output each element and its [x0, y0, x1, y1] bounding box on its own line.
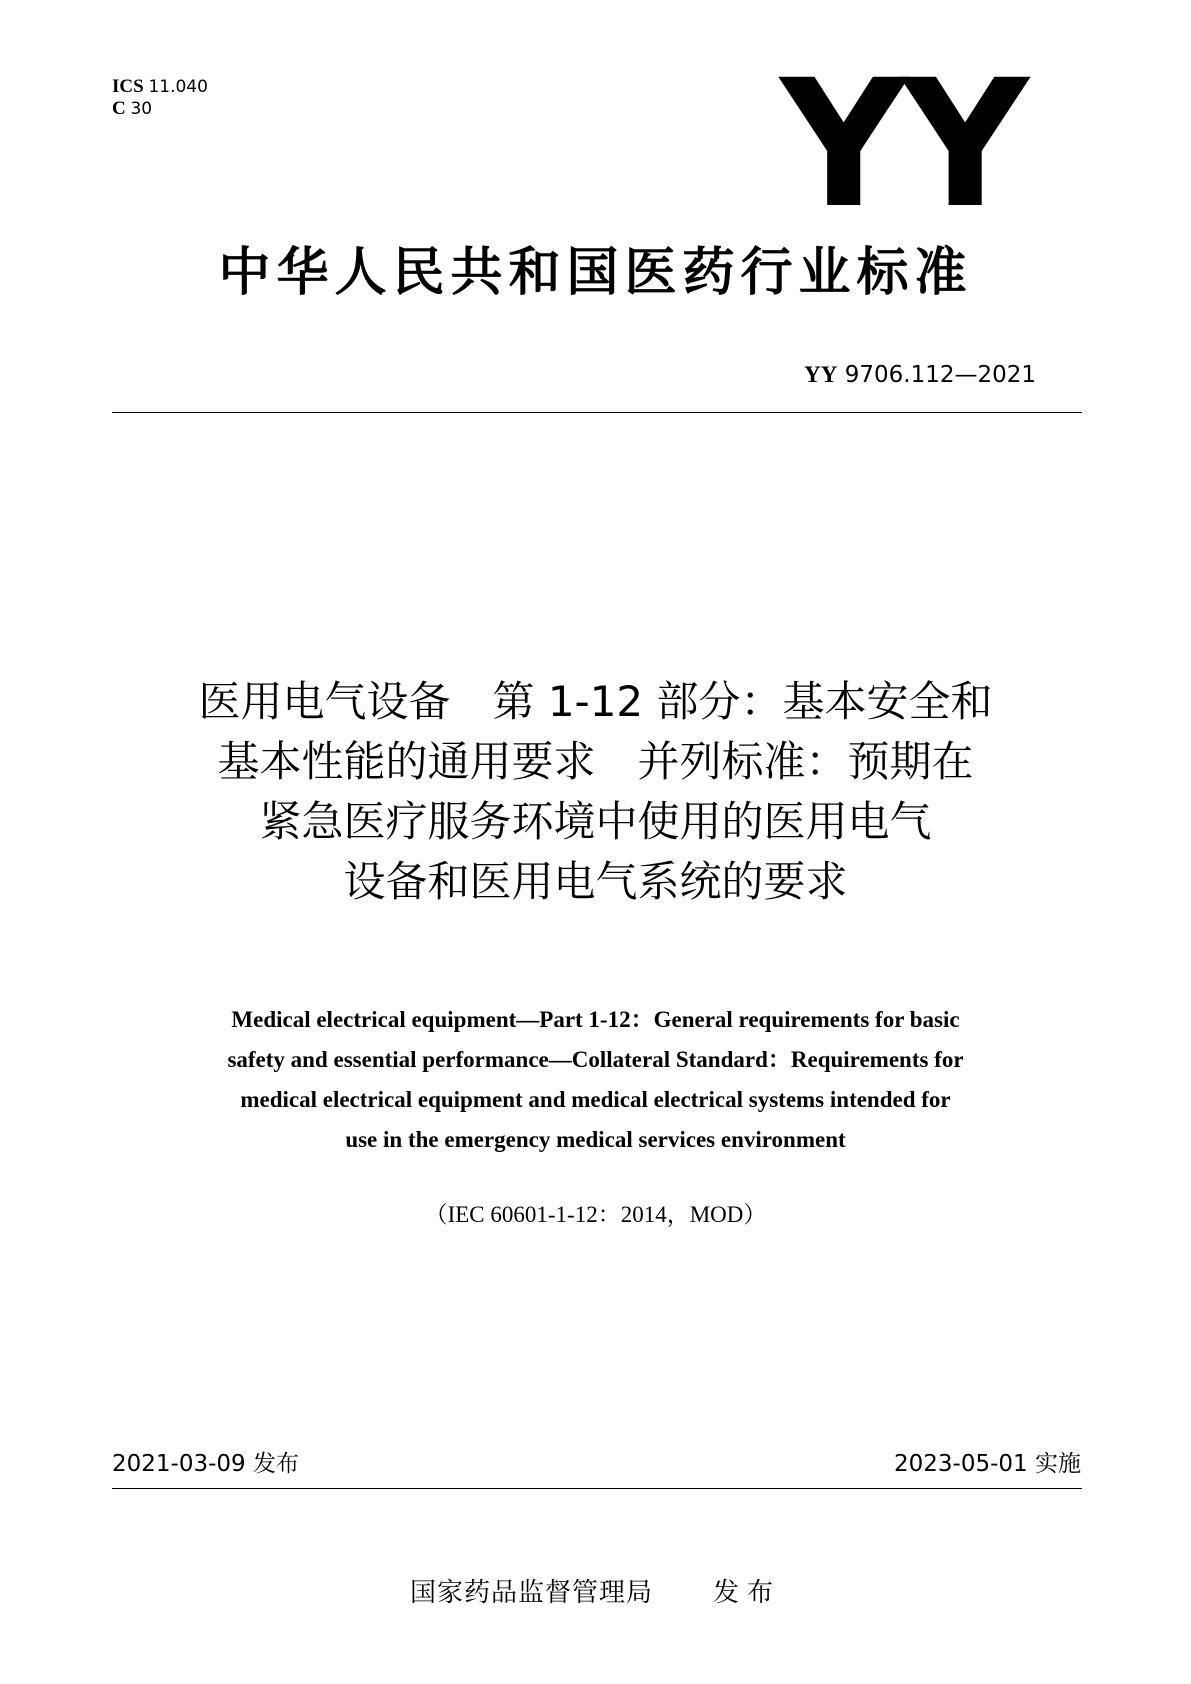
- publish-date: 2021-03-09 发布: [112, 1451, 299, 1477]
- implement-date: 2023-05-01 实施: [894, 1451, 1081, 1477]
- bottom-divider: [112, 1488, 1082, 1489]
- chinese-title-line: 设备和医用电气系统的要求: [343, 857, 848, 906]
- english-title: [130, 1000, 1061, 1160]
- chinese-title-line: 基本性能的通用要求 并列标准：预期在: [217, 737, 974, 786]
- chinese-title-line: 医用电气设备 第 1-12 部分：基本安全和: [198, 677, 993, 726]
- chinese-title-line: 紧急医疗服务环境中使用的医用电气: [259, 797, 932, 846]
- issuer-name: 国家药品监督管理局: [409, 1578, 653, 1608]
- ics-classification: [112, 76, 208, 120]
- top-divider: [112, 412, 1082, 413]
- iec-reference: （IEC 60601-1-12：2014，MOD）: [424, 1202, 767, 1227]
- standard-number-value: 9706.112—2021: [844, 362, 1036, 388]
- page-title: 中华人民共和国医药行业标准: [218, 243, 973, 303]
- ccs-prefix: C: [112, 98, 126, 119]
- english-title-line: Medical electrical equipment—Part 1-12：General requirements for basic: [231, 1007, 960, 1032]
- standard-number-prefix: YY: [804, 362, 838, 387]
- issuer-action: 发布: [713, 1578, 782, 1608]
- issuer: [0, 1572, 1191, 1609]
- ics-code: 11.040: [148, 77, 208, 97]
- ics-prefix: ICS: [112, 76, 144, 97]
- english-title-line: safety and essential performance—Collateral Standard：Requirements for: [227, 1047, 964, 1072]
- yy-logo: YY: [780, 42, 1023, 247]
- chinese-title: [100, 672, 1091, 912]
- standard-number: [804, 362, 1036, 388]
- english-title-line: use in the emergency medical services environment: [345, 1127, 846, 1152]
- english-title-line: medical electrical equipment and medical electrical systems intended for: [240, 1087, 951, 1112]
- ccs-code: 30: [130, 99, 153, 119]
